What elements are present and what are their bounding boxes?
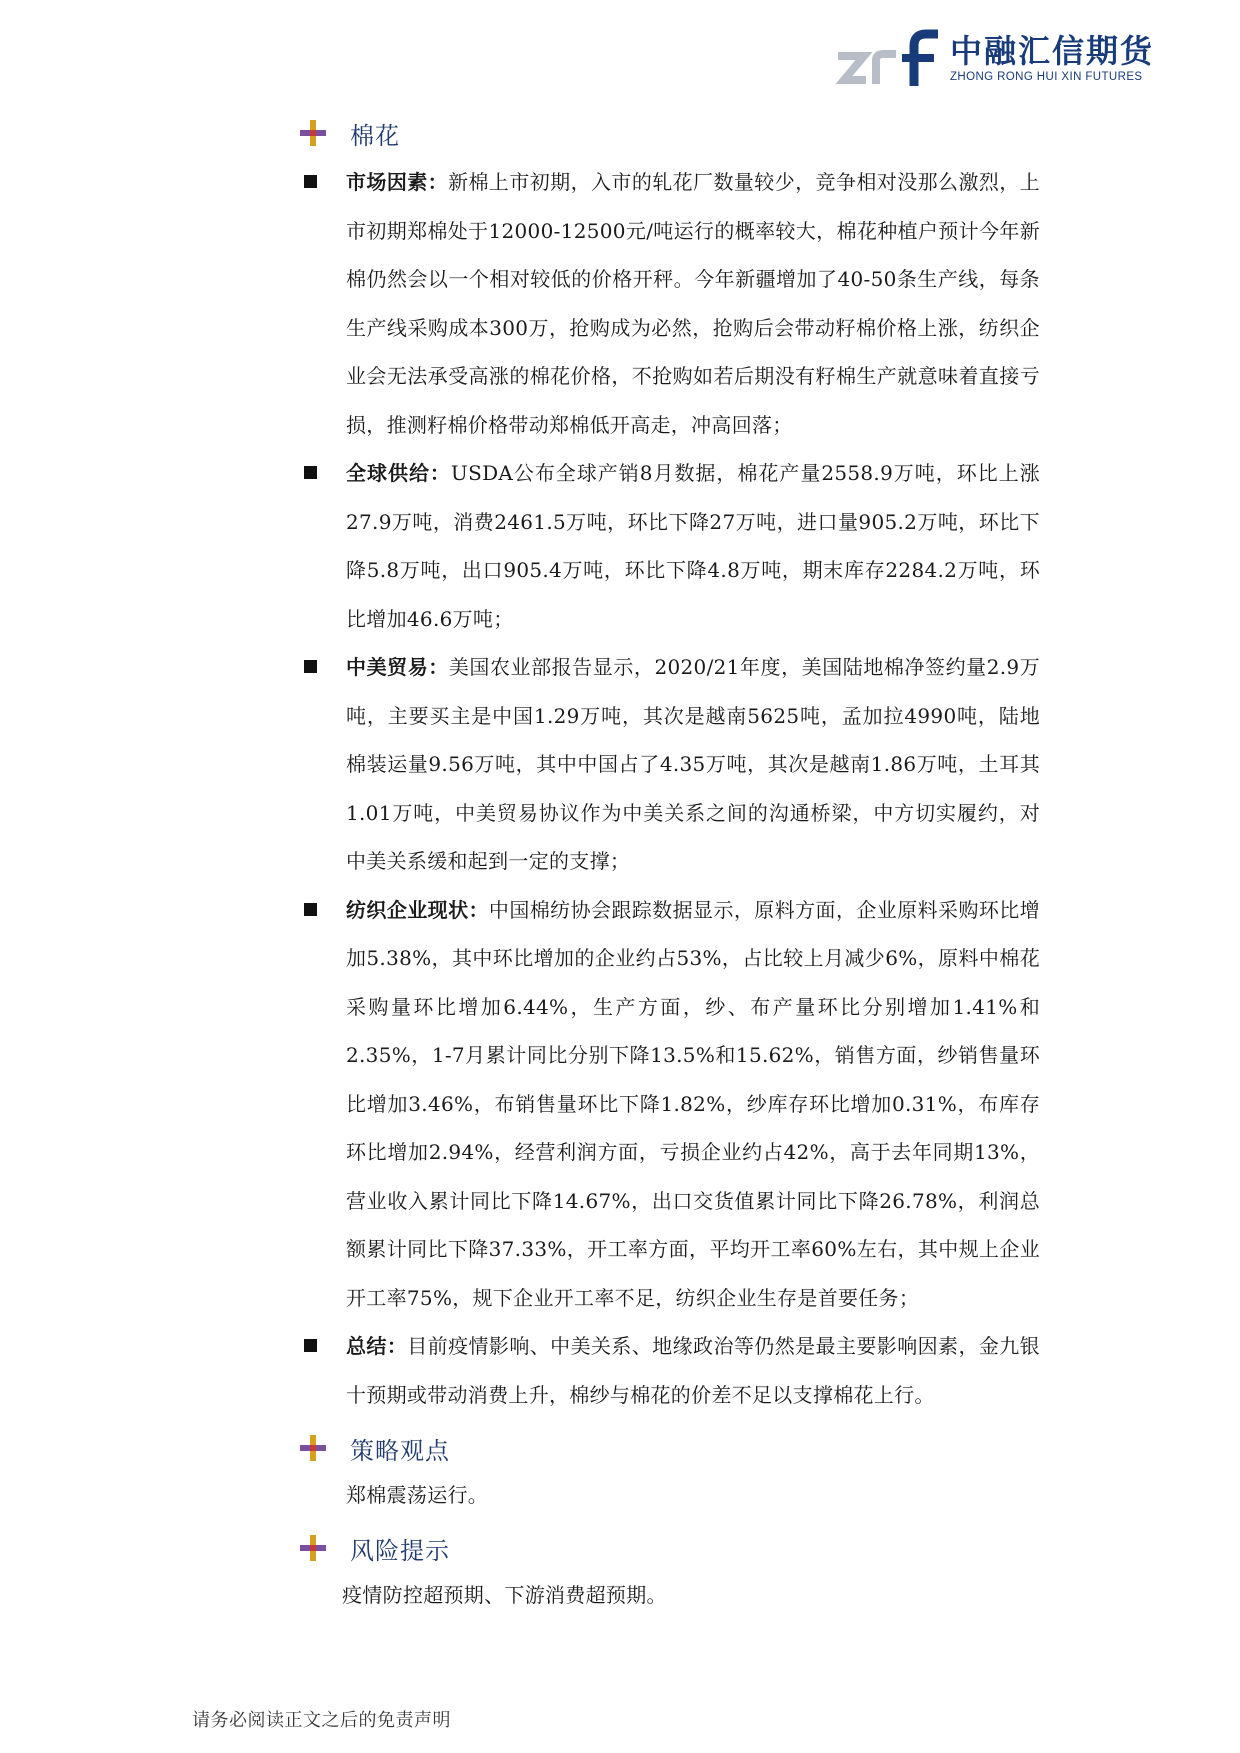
- logo-chinese-name: 中融汇信期货: [949, 32, 1154, 70]
- section-marker-icon: [300, 120, 326, 146]
- bullet-item-textile-status: [300, 886, 1040, 1323]
- square-bullet-icon: [304, 466, 317, 479]
- square-bullet-icon: [304, 175, 317, 188]
- item-label: 总结：: [346, 1334, 408, 1358]
- bullet-item-global-supply: [300, 449, 1040, 643]
- section-marker-icon: [300, 1435, 326, 1461]
- section-title: 策略观点: [350, 1436, 450, 1465]
- section-title: 风险提示: [350, 1536, 450, 1565]
- paragraph: [346, 886, 1040, 1323]
- item-text: 美国农业部报告显示，2020/21年度，美国陆地棉净签约量2.9万吨，主要买主是中国1.29万吨，其次是越南5625吨，孟加拉4990吨，陆地棉装运量9.56万吨，其中中国占了4.35万吨，其次是越南1.86万吨，土耳其1.01万吨，中美贸易协议作为中美关系之间的沟通桥梁，中方切实履约，对中美关系缓和起到一定的支撑；: [346, 655, 1040, 873]
- item-label: 市场因素：: [346, 170, 449, 194]
- item-text: USDA公布全球产销8月数据，棉花产量2558.9万吨，环比上涨27.9万吨，消费2461.5万吨，环比下降27万吨，进口量905.2万吨，环比下降5.8万吨，出口905.4万吨，环比下降4.8万吨，期末库存2284.2万吨，环比增加46.6万吨；: [346, 461, 1040, 631]
- report-body: [300, 110, 1040, 1619]
- section-heading-strategy: [300, 1425, 1040, 1471]
- section-marker-icon: [300, 1535, 326, 1561]
- company-logo: [834, 26, 1154, 92]
- logo-english-name: ZHONG RONG HUI XIN FUTURES: [949, 71, 1143, 83]
- item-text: 目前疫情影响、中美关系、地缘政治等仍然是最主要影响因素，金九银十预期或带动消费上升，棉纱与棉花的价差不足以支撑棉花上行。: [346, 1334, 1040, 1407]
- bullet-item-market-factors: [300, 158, 1040, 449]
- item-label: 全球供给：: [346, 461, 451, 485]
- paragraph: [346, 1322, 1040, 1419]
- item-text: 新棉上市初期，入市的轧花厂数量较少，竞争相对没那么激烈，上市初期郑棉处于12000-12500元/吨运行的概率较大，棉花种植户预计今年新棉仍然会以一个相对较低的价格开秤。今年新疆增加了40-50条生产线，每条生产线采购成本300万，抢购成为必然，抢购后会带动籽棉价格上涨，纺织企业会无法承受高涨的棉花价格，不抢购如若后期没有籽棉生产就意味着直接亏损，推测籽棉价格带动郑棉低开高走，冲高回落；: [346, 170, 1040, 437]
- paragraph: [346, 643, 1040, 886]
- zrf-logo-icon: [834, 28, 942, 90]
- section-heading-risk: [300, 1525, 1040, 1571]
- square-bullet-icon: [304, 1339, 317, 1352]
- bullet-item-sino-us-trade: [300, 643, 1040, 886]
- square-bullet-icon: [304, 660, 317, 673]
- footer-disclaimer: 请务必阅读正文之后的免责声明: [192, 1710, 451, 1731]
- bullet-item-summary: [300, 1322, 1040, 1419]
- paragraph: [346, 449, 1040, 643]
- section-heading-cotton: [300, 110, 1040, 156]
- square-bullet-icon: [304, 903, 317, 916]
- risk-text: 疫情防控超预期、下游消费超预期。: [342, 1583, 667, 1607]
- section-title: 棉花: [350, 121, 400, 150]
- item-label: 中美贸易：: [346, 655, 449, 679]
- item-label: 纺织企业现状：: [346, 897, 489, 922]
- paragraph: [346, 158, 1040, 449]
- strategy-text: 郑棉震荡运行。: [346, 1483, 489, 1507]
- item-text: 中国棉纺协会跟踪数据显示，原料方面，企业原料采购环比增加5.38%，其中环比增加的企业约占53%，占比较上月减少6%，原料中棉花采购量环比增加6.44%，生产方面，纱、布产量环比分别增加1.41%和2.35%，1-7月累计同比分别下降13.5%和15.62%，销售方面，纱销售量环比增加3.46%，布销售量环比下降1.82%，纱库存环比增加0.31%，布库存环比增加2.94%，经营利润方面，亏损企业约占42%，高于去年同期13%，营业收入累计同比下降14.67%，出口交货值累计同比下降26.78%，利润总额累计同比下降37.33%，开工率方面，平均开工率60%左右，其中规上企业开工率75%，规下企业开工率不足，纺织企业生存是首要任务；: [346, 897, 1040, 1310]
